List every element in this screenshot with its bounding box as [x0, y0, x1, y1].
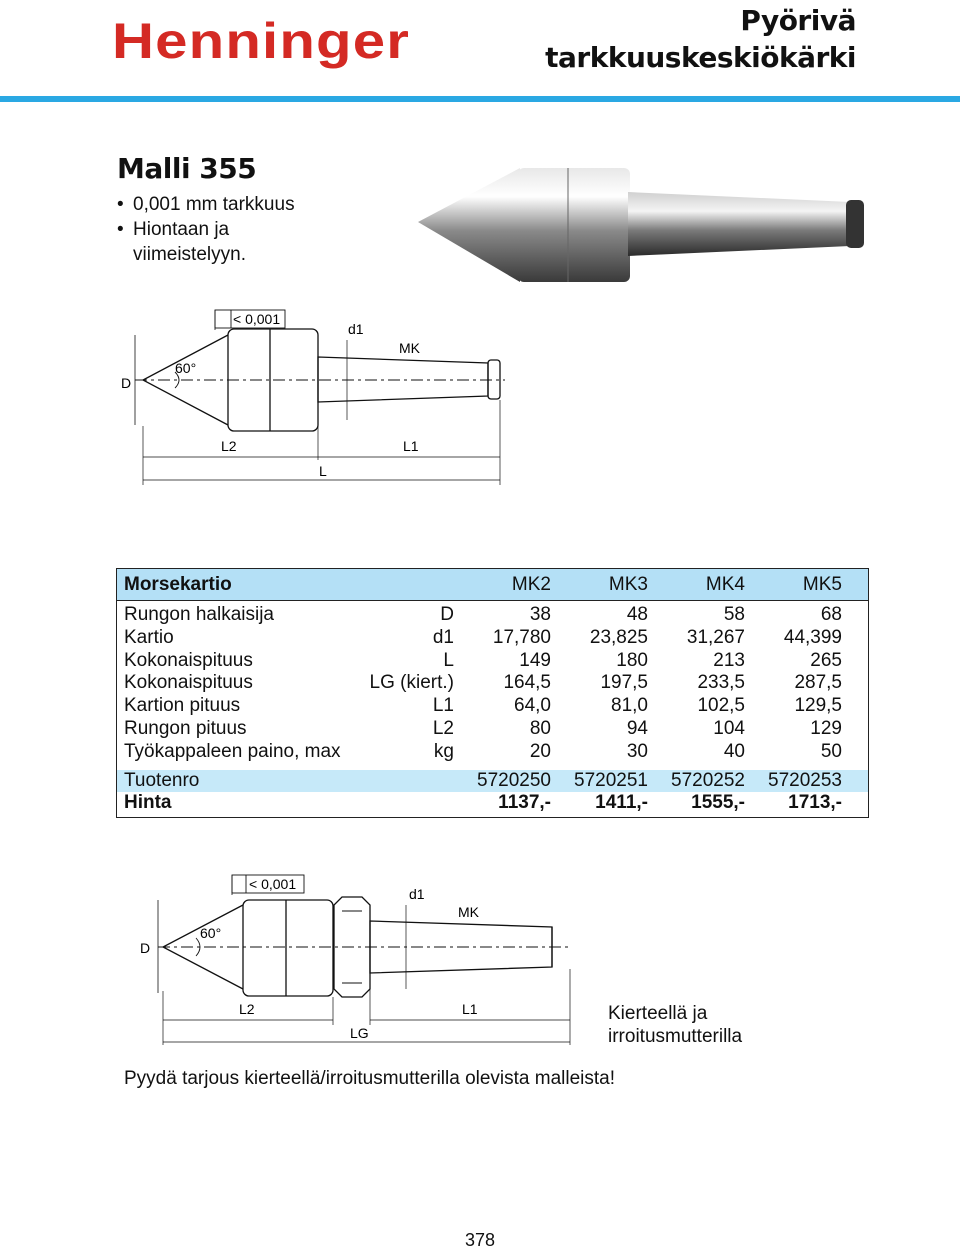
table-cell: 23,825 — [589, 626, 648, 648]
table-cell: 287,5 — [794, 672, 842, 694]
row-label: Rungon pituus — [124, 717, 247, 739]
table-cell: 40 — [723, 740, 745, 762]
table-cell: 58 — [723, 604, 745, 625]
table-cell: 265 — [810, 649, 842, 671]
table-cell: 94 — [626, 717, 648, 739]
table-row — [117, 650, 868, 673]
dimension-drawing-1 — [115, 300, 515, 490]
table-cell: 64,0 — [514, 695, 551, 717]
row-symbol: L — [443, 649, 454, 671]
row-symbol: D — [440, 604, 454, 625]
table-cell: 180 — [616, 649, 648, 671]
table-cell: 20 — [529, 740, 551, 762]
table-cell: 80 — [529, 717, 551, 739]
table-cell: 197,5 — [600, 672, 648, 694]
row-label: Kartio — [124, 626, 174, 648]
dimension-drawing-2 — [130, 865, 580, 1050]
header-rule — [0, 96, 960, 102]
table-cell: 31,267 — [686, 626, 745, 648]
header-cell: MK2 — [511, 574, 551, 595]
feature-item: viimeistelyyn. — [133, 244, 246, 265]
product-number-cell: 5720252 — [671, 769, 745, 791]
table-cell: 149 — [519, 649, 551, 671]
table-row — [117, 695, 868, 718]
table-cell: 48 — [626, 604, 648, 625]
price-cell: 1713,- — [788, 792, 842, 814]
dimension-d1-label: d1 — [348, 321, 364, 337]
table-header-row — [117, 569, 868, 601]
thread-note-line-2: irroitusmutterilla — [608, 1026, 743, 1047]
page-number: 378 — [464, 1230, 496, 1250]
row-symbol: d1 — [432, 626, 454, 648]
row-label: Kokonaispituus — [124, 649, 253, 671]
row-symbol: kg — [433, 740, 454, 762]
dimension-d1-label: d1 — [409, 886, 425, 902]
title-line-1: Pyörivä — [740, 4, 856, 37]
price-cell: 1137,- — [498, 792, 551, 814]
table-cell: 50 — [820, 740, 842, 762]
row-label: Hinta — [124, 792, 172, 814]
feature-item: • 0,001 mm tarkkuus — [117, 192, 295, 217]
header-cell: MK5 — [802, 574, 842, 595]
row-symbol: L1 — [432, 695, 454, 717]
row-symbol: L2 — [432, 717, 454, 739]
table-cell: 129,5 — [794, 695, 842, 717]
product-number-cell: 5720253 — [768, 769, 842, 791]
product-number-cell: 5720250 — [477, 769, 551, 791]
header-cell: Morsekartio — [124, 574, 232, 595]
row-label: Kokonaispituus — [124, 672, 253, 694]
table-cell: 102,5 — [697, 695, 745, 717]
row-label: Työkappaleen paino, max — [124, 740, 341, 762]
page-title — [545, 2, 856, 76]
table-row — [117, 627, 868, 650]
row-label: Rungon halkaisija — [124, 604, 274, 625]
dimension-l2-label: L2 — [239, 1001, 255, 1017]
table-row — [117, 672, 868, 695]
dimension-d-label: D — [140, 940, 151, 956]
svg-text:Henninger: Henninger — [112, 13, 410, 69]
table-cell: 44,399 — [783, 626, 842, 648]
price-cell: 1411,- — [595, 792, 648, 814]
product-number-row — [117, 770, 868, 793]
mk-label: MK — [399, 340, 420, 356]
table-row — [117, 604, 868, 627]
table-cell: 68 — [820, 604, 842, 625]
dimension-l1-label: L1 — [403, 438, 419, 454]
dimension-d-label: D — [121, 375, 132, 391]
table-cell: 38 — [529, 604, 551, 625]
table-cell: 164,5 — [503, 672, 551, 694]
tolerance-label: < 0,001 — [233, 311, 281, 327]
price-cell: 1555,- — [691, 792, 745, 814]
angle-label: 60° — [175, 360, 197, 376]
table-cell: 104 — [713, 717, 745, 739]
angle-label: 60° — [200, 925, 222, 941]
table-cell: 17,780 — [492, 626, 551, 648]
quote-request-note: Pyydä tarjous kierteellä/irroitusmutterilla olevista malleista! — [124, 1068, 616, 1089]
header-cell — [354, 569, 454, 600]
product-photo — [410, 150, 870, 290]
table-row — [117, 741, 868, 764]
title-line-2: tarkkuuskeskiökärki — [545, 41, 856, 74]
row-label: Kartion pituus — [124, 695, 241, 717]
dimension-l1-label: L1 — [462, 1001, 478, 1017]
table-cell: 129 — [810, 717, 842, 739]
tolerance-label: < 0,001 — [249, 876, 297, 892]
mk-label: MK — [458, 904, 479, 920]
table-cell: 213 — [713, 649, 745, 671]
model-title: Malli 355 — [117, 152, 257, 185]
row-label: Tuotenro — [124, 769, 200, 791]
feature-list — [117, 192, 295, 267]
table-cell: 30 — [626, 740, 648, 762]
table-cell: 81,0 — [611, 695, 648, 717]
dimension-l2-label: L2 — [221, 438, 237, 454]
thread-note — [608, 1002, 742, 1048]
dimension-l-label: L — [319, 463, 327, 479]
dimension-lg-label: LG — [350, 1025, 369, 1041]
product-number-cell: 5720251 — [574, 769, 648, 791]
spec-table — [116, 568, 869, 818]
table-cell: 233,5 — [697, 672, 745, 694]
header-cell: MK3 — [608, 574, 648, 595]
header-cell: MK4 — [705, 574, 745, 595]
table-row — [117, 718, 868, 741]
henninger-logo — [112, 8, 412, 70]
feature-item: • Hiontaan ja — [117, 217, 295, 242]
thread-note-line-1: Kierteellä ja — [608, 1003, 708, 1024]
row-symbol: LG (kiert.) — [369, 672, 454, 694]
price-row — [117, 792, 868, 817]
